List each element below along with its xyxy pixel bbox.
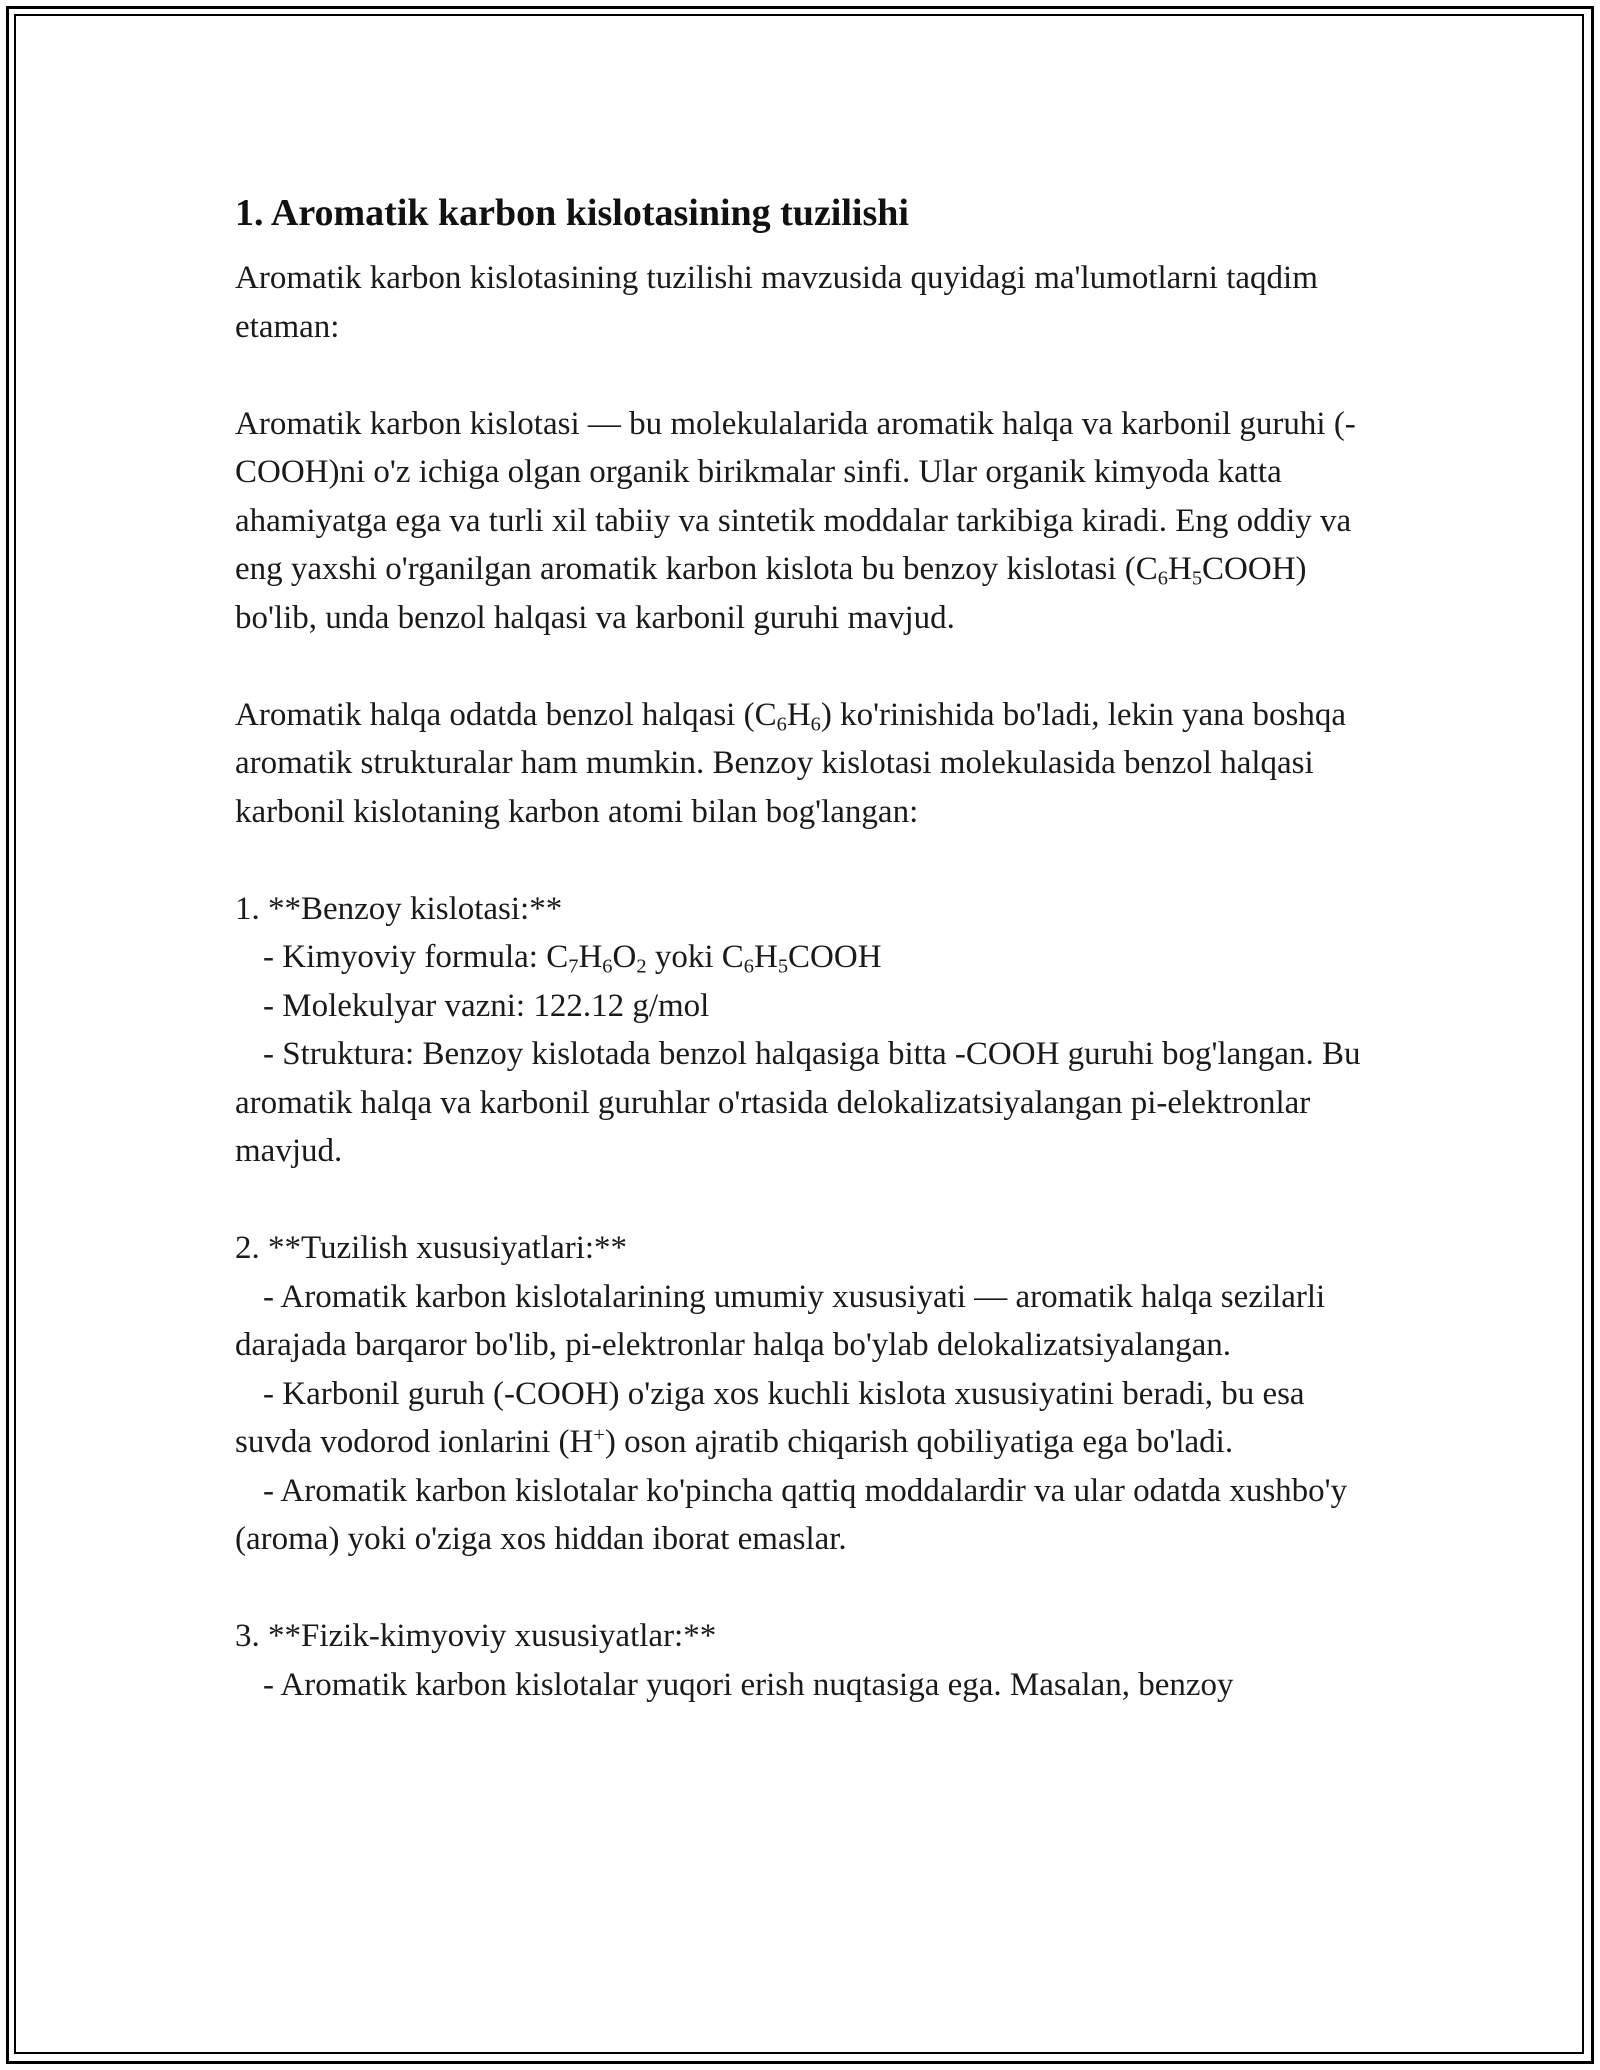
feature-item-solid: - Aromatik karbon kislotalar ko'pincha qattiq moddalardir va ular odatda xushbo'y (aroma) yoki o'ziga xos hiddan iborat emaslar. <box>235 1472 1348 1557</box>
formula-item: - Kimyoviy formula: $C_7H_6O_2$ yoki $C_6H_5COOH$ <box>263 939 882 978</box>
physchem-item-melting: - Aromatik karbon kislotalar yuqori erish nuqtasiga ega. Masalan, benzoy <box>263 1666 1234 1703</box>
structure-features-heading: 2. **Tuzilish xususiyatlari:** <box>235 1230 628 1266</box>
physchem-heading: 3. **Fizik-kimyoviy xususiyatlar:** <box>235 1618 717 1654</box>
feature-item-aromatic: - Aromatik karbon kislotalarining umumiy xususiyati — aromatik halqa sezilarli darajada barqaror bo'lib, pi-elektronlar halqa bo'ylab delokalizatsiyalangan. <box>235 1278 1326 1363</box>
structure-item: - Struktura: Benzoy kislotada benzol halqasiga bitta -COOH guruhi bog'langan. Bu aromatik halqa va karbonil guruhlar o'rtasida delokalizatsiyalangan pi-elektronlar mavjud. <box>235 1036 1361 1169</box>
benzoic-heading: 1. **Benzoy kislotasi:** <box>235 890 563 927</box>
ring-paragraph: Aromatik halqa odatda benzol halqasi $(C_6H_6)$ ko'rinishida bo'ladi, lekin yana boshqa aromatik strukturalar ham mumkin. Benzoy kislotasi molekulasida benzol halqasi karbonil kislotaning karbon atomi bilan bog'langan: <box>235 696 1346 830</box>
molar-mass-item: - Molekulyar vazni: 122.12 g/mol <box>263 987 710 1024</box>
section-title: 1. Aromatik karbon kislotasining tuzilishi <box>235 192 909 234</box>
document-body <box>235 186 1375 1709</box>
feature-item-carboxyl: - Karbonil guruh (-COOH) o'ziga xos kuchli kislota xususiyatini beradi, bu esa suvda vodorod ionlarini (H+) oson ajratib chiqarish qobiliyatiga ega bo'ladi. <box>235 1375 1305 1460</box>
definition-paragraph: Aromatik karbon kislotasi — bu molekulalarida aromatik halqa va karbonil guruhi (-COOH)ni o'z ichiga olgan organik birikmalar sinfi. Ular organik kimyoda katta ahamiyatga ega va turli xil tabiiy va sintetik moddalar tarkibiga kiradi. Eng oddiy va eng yaxshi o'rganilgan aromatik karbon kislota bu benzoy kislotasi $(C_6H_5COOH)$ bo'lib, unda benzol halqasi va karbonil guruhi mavjud. <box>235 405 1356 636</box>
intro-paragraph: Aromatik karbon kislotasining tuzilishi mavzusida quyidagi ma'lumotlarni taqdim etaman: <box>235 260 1318 345</box>
